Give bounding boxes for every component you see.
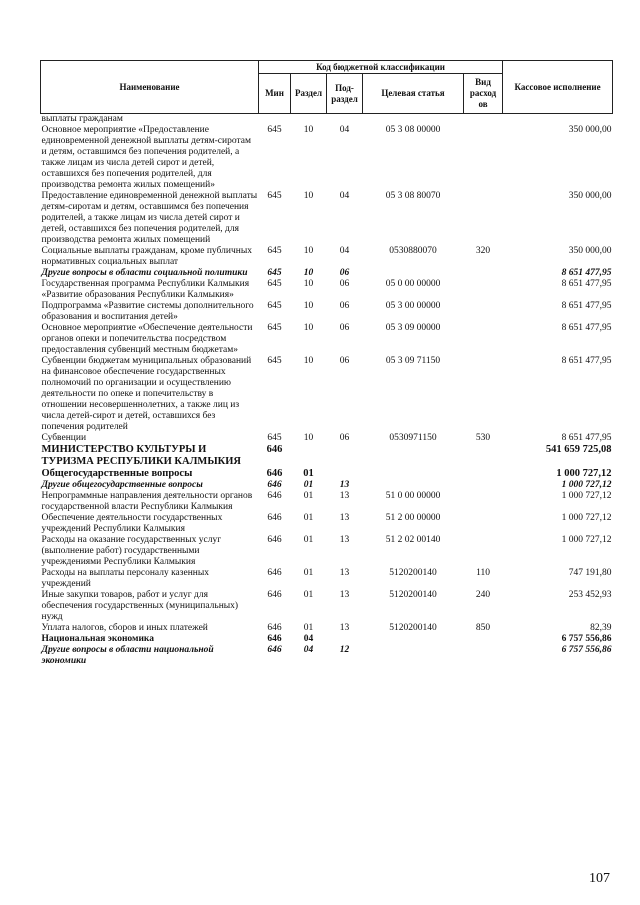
row-min: 646: [267, 634, 282, 644]
row-vid: [464, 468, 503, 480]
row-razdel: 04: [303, 645, 314, 655]
row-kassovoe: 1 000 727,12: [561, 491, 612, 501]
table-row: [41, 125, 613, 191]
row-kassovoe: 6 757 556,86: [561, 634, 612, 644]
row-vid: [464, 279, 503, 301]
row-razdel: 10: [303, 191, 314, 201]
row-name: Уплата налогов, сборов и иных платежей: [41, 623, 208, 633]
row-vid: [464, 634, 503, 645]
row-celevaya: 51 0 00 00000: [385, 491, 441, 501]
row-name: Субвенции бюджетам муниципальных образований на финансовое обеспечение государственных полномочий по организации и осуществлению деятельности по опеке и попечительству в отношении несовершеннолетних, а также лиц из числа детей-сирот и детей, оставшихся без попечения родителей: [41, 356, 252, 432]
row-podrazdel: 06: [339, 279, 350, 289]
row-kassovoe: 747 191,80: [568, 568, 612, 578]
row-podrazdel: 04: [339, 246, 350, 256]
table-row: [41, 444, 613, 468]
row-name: Предоставление единовременной денежной выплаты детям-сиротам и детям, оставшимся без попечения родителей, а также лицам из числа детей сирот и детей, оставшихся без попечения родителей, для производства ремонта жилых помещений: [41, 191, 258, 245]
row-vid: 240: [475, 590, 491, 600]
row-celevaya: 05 0 00 00000: [385, 279, 441, 289]
row-razdel: 04: [303, 634, 314, 644]
row-vid: [464, 191, 503, 246]
row-min: 645: [267, 279, 282, 289]
row-kassovoe: 8 651 477,95: [561, 323, 612, 333]
row-min: 646: [266, 444, 283, 455]
row-min: 646: [267, 513, 282, 523]
row-razdel: 10: [303, 246, 314, 256]
row-name: Основное мероприятие «Предоставление единовременной денежной выплаты детям-сиротам и детям, оставшимся без попечения родителей, а также лицам из числа детей сирот и детей, оставшихся без попечения родителей, для производства ремонта жилых помещений»: [41, 125, 251, 190]
table-row: [41, 356, 613, 433]
row-podrazdel: 13: [339, 491, 350, 501]
row-min: 646: [267, 480, 282, 490]
row-kassovoe: 82,39: [590, 623, 612, 633]
row-vid: 110: [476, 568, 490, 578]
row-podrazdel: [327, 444, 363, 468]
row-razdel: 01: [303, 535, 314, 545]
row-razdel: 10: [303, 433, 314, 443]
row-razdel: [291, 114, 327, 126]
row-razdel: 01: [303, 480, 314, 490]
row-razdel: 10: [303, 323, 314, 333]
header-razdel: Раздел: [291, 74, 327, 114]
page-number: 107: [589, 871, 610, 886]
row-celevaya: 51 2 00 00000: [385, 513, 441, 523]
row-kassovoe: 541 659 725,08: [545, 444, 612, 455]
row-razdel: 01: [303, 468, 314, 479]
row-min: 646: [267, 535, 282, 545]
row-vid: [464, 323, 503, 356]
row-podrazdel: 06: [339, 433, 350, 443]
row-kassovoe: 8 651 477,95: [561, 279, 612, 289]
row-vid: [464, 645, 503, 667]
row-podrazdel: [327, 114, 363, 126]
row-name: Другие вопросы в области национальной экономики: [41, 645, 214, 666]
row-name: Подпрограмма «Развитие системы дополнительного образования и воспитания детей»: [41, 301, 254, 322]
row-celevaya: [363, 444, 464, 468]
table-row: [41, 634, 613, 645]
row-razdel: 01: [303, 590, 314, 600]
row-celevaya: 5120200140: [389, 590, 437, 600]
row-celevaya: [363, 114, 464, 126]
row-min: 645: [267, 268, 282, 278]
table-row: [41, 114, 613, 126]
row-celevaya: 05 3 09 71150: [385, 356, 441, 366]
row-kassovoe: 1 000 727,12: [556, 468, 612, 479]
row-name: Субвенции: [41, 433, 87, 443]
row-name: Государственная программа Республики Калмыкия «Развитие образования Республики Калмыкия»: [41, 279, 250, 300]
row-podrazdel: 04: [339, 191, 350, 201]
row-min: 645: [267, 125, 282, 135]
row-podrazdel: 06: [339, 268, 350, 278]
row-min: 646: [267, 491, 282, 501]
table-row: [41, 623, 613, 634]
row-min: 645: [267, 323, 282, 333]
row-min: [259, 114, 291, 126]
row-vid: 850: [475, 623, 491, 633]
table-row: [41, 279, 613, 301]
header-code-group: Код бюджетной классификации: [259, 61, 503, 74]
row-vid: [464, 125, 503, 191]
row-celevaya: [363, 645, 464, 667]
header-celevaya: Целевая статья: [363, 74, 464, 114]
row-min: 645: [267, 191, 282, 201]
row-podrazdel: 13: [339, 480, 350, 490]
row-min: 645: [267, 433, 282, 443]
row-vid: [464, 491, 503, 513]
row-celevaya: [363, 480, 464, 491]
row-name: Обеспечение деятельности государственных учреждений Республики Калмыкия: [41, 513, 223, 534]
row-podrazdel: 13: [339, 535, 350, 545]
row-min: 646: [267, 623, 282, 633]
row-name: выплаты гражданам: [41, 114, 123, 124]
table-row: [41, 645, 613, 667]
header-kassovoe: Кассовое исполнение: [503, 61, 613, 114]
row-razdel: 10: [303, 279, 314, 289]
row-celevaya: 0530971150: [389, 433, 437, 443]
row-kassovoe: 1 000 727,12: [561, 513, 612, 523]
table-row: [41, 433, 613, 444]
row-kassovoe: 1 000 727,12: [561, 480, 612, 490]
row-celevaya: [363, 268, 464, 279]
row-razdel: 01: [303, 491, 314, 501]
row-name: Другие общегосударственные вопросы: [41, 480, 203, 490]
header-min: Мин: [259, 74, 291, 114]
row-kassovoe: 8 651 477,95: [561, 301, 612, 311]
row-podrazdel: 13: [339, 568, 350, 578]
row-kassovoe: 8 651 477,95: [561, 268, 612, 278]
row-celevaya: 51 2 02 00140: [385, 535, 441, 545]
row-razdel: 10: [303, 268, 314, 278]
table-row: [41, 323, 613, 356]
row-celevaya: 5120200140: [389, 568, 437, 578]
row-vid: [464, 513, 503, 535]
row-min: 646: [266, 468, 283, 479]
row-celevaya: 5120200140: [389, 623, 437, 633]
row-min: 645: [267, 246, 282, 256]
table-row: [41, 468, 613, 480]
budget-table: [40, 60, 613, 667]
row-name: Основное мероприятие «Обеспечение деятельности органов опеки и попечительства посредством предоставления субвенций местным бюджетам»: [41, 323, 253, 355]
row-min: 645: [267, 356, 282, 366]
row-kassovoe: 6 757 556,86: [561, 645, 612, 655]
row-min: 646: [267, 568, 282, 578]
header-name: Наименование: [41, 61, 259, 114]
row-podrazdel: [327, 468, 363, 480]
row-name: Расходы на оказание государственных услуг (выполнение работ) государственными учреждениями Республики Калмыкия: [41, 535, 222, 567]
row-vid: [464, 444, 503, 468]
row-min: 646: [267, 590, 282, 600]
row-vid: [464, 301, 503, 323]
row-podrazdel: 06: [339, 356, 350, 366]
table-row: [41, 513, 613, 535]
table-body: [41, 114, 613, 668]
table-row: [41, 268, 613, 279]
row-razdel: 01: [303, 568, 314, 578]
row-celevaya: 05 3 00 00000: [385, 301, 441, 311]
table-row: [41, 590, 613, 623]
table-row: [41, 480, 613, 491]
table-row: [41, 246, 613, 268]
table-header: [41, 61, 613, 114]
row-celevaya: 05 3 08 00000: [385, 125, 441, 135]
row-name: МИНИСТЕРСТВО КУЛЬТУРЫ И ТУРИЗМА РЕСПУБЛИКИ КАЛМЫКИЯ: [41, 444, 242, 467]
row-vid: [464, 114, 503, 126]
row-razdel: 01: [303, 623, 314, 633]
row-podrazdel: 06: [339, 301, 350, 311]
table-row: [41, 191, 613, 246]
row-vid: [464, 480, 503, 491]
row-celevaya: 05 3 08 80070: [385, 191, 441, 201]
header-podrazdel: Под-раздел: [327, 74, 363, 114]
row-name: Иные закупки товаров, работ и услуг для обеспечения государственных (муниципальных) нужд: [41, 590, 239, 622]
row-vid: [464, 356, 503, 433]
row-razdel: 10: [303, 301, 314, 311]
row-vid: 320: [475, 246, 491, 256]
row-celevaya: [363, 634, 464, 645]
row-name: Национальная экономика: [41, 634, 155, 644]
row-celevaya: 0530880070: [389, 246, 437, 256]
row-kassovoe: [503, 114, 613, 126]
row-vid: [464, 535, 503, 568]
table-row: [41, 535, 613, 568]
row-razdel: 10: [303, 125, 314, 135]
row-name: Расходы на выплаты персоналу казенных учреждений: [41, 568, 210, 589]
header-vid: Вид расход ов: [464, 74, 503, 114]
row-podrazdel: 13: [339, 623, 350, 633]
row-podrazdel: 06: [339, 323, 350, 333]
row-podrazdel: 13: [339, 513, 350, 523]
row-kassovoe: 350 000,00: [568, 191, 612, 201]
row-podrazdel: 13: [339, 590, 350, 600]
table-row: [41, 568, 613, 590]
row-celevaya: 05 3 09 00000: [385, 323, 441, 333]
row-min: 645: [267, 301, 282, 311]
row-celevaya: [363, 468, 464, 480]
row-kassovoe: 253 452,93: [568, 590, 612, 600]
row-name: Социальные выплаты гражданам, кроме публичных нормативных социальных выплат: [41, 246, 252, 267]
row-razdel: 01: [303, 513, 314, 523]
row-min: 646: [267, 645, 282, 655]
row-vid: 530: [475, 433, 491, 443]
row-podrazdel: 12: [339, 645, 350, 655]
row-kassovoe: 350 000,00: [568, 125, 612, 135]
row-kassovoe: 350 000,00: [568, 246, 612, 256]
row-vid: [464, 268, 503, 279]
table-row: [41, 491, 613, 513]
row-name: Непрограммные направления деятельности органов государственной власти Республики Калмыкия: [41, 491, 253, 512]
row-name: Другие вопросы в области социальной политики: [41, 268, 248, 278]
row-podrazdel: [327, 634, 363, 645]
row-kassovoe: 8 651 477,95: [561, 433, 612, 443]
row-razdel: [291, 444, 327, 468]
row-podrazdel: 04: [339, 125, 350, 135]
table-row: [41, 301, 613, 323]
row-name: Общегосударственные вопросы: [41, 468, 193, 479]
row-kassovoe: 8 651 477,95: [561, 356, 612, 366]
row-razdel: 10: [303, 356, 314, 366]
row-kassovoe: 1 000 727,12: [561, 535, 612, 545]
